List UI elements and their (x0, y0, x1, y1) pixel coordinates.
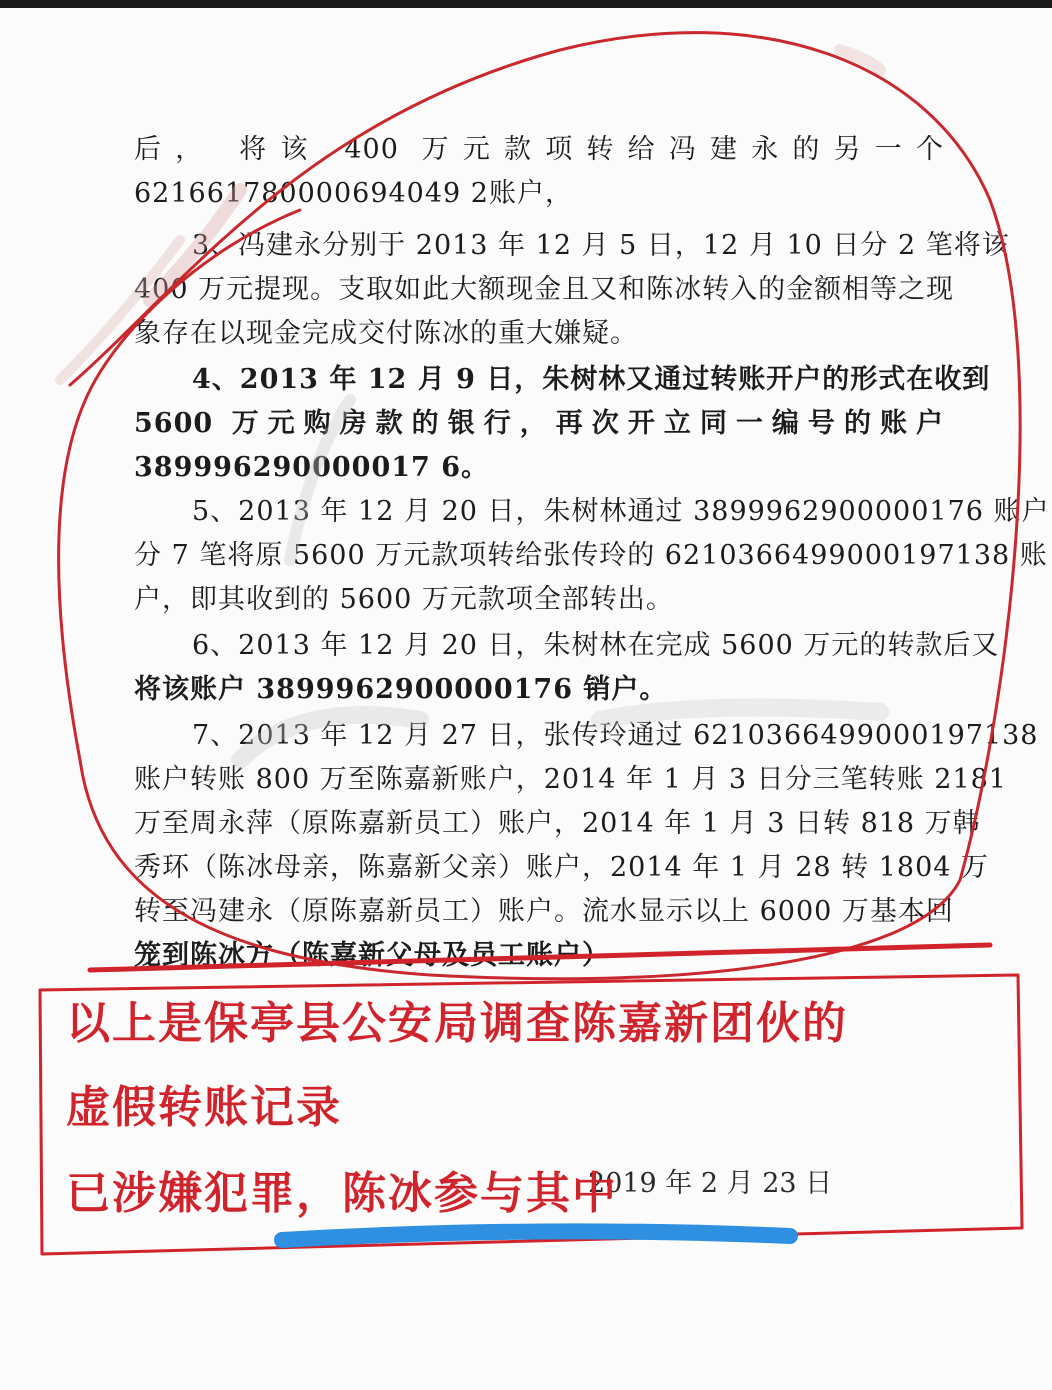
doc-line: 400 万元提现。支取如此大额现金且又和陈冰转入的金额相等之现 (134, 274, 955, 305)
document-date: 2019 年 2 月 23 日 (588, 1168, 833, 1199)
doc-line: 秀环（陈冰母亲，陈嘉新父亲）账户，2014 年 1 月 28 转 1804 万 (134, 852, 990, 883)
doc-line: 后， 将该 400 万元款项转给冯建永的另一个 (134, 134, 944, 165)
doc-line: 5600 万元购房款的银行，再次开立同一编号的账户 (134, 408, 944, 439)
top-bar (0, 0, 1052, 8)
doc-line: 389996290000017 6。 (134, 452, 489, 483)
doc-line: 3、冯建永分别于 2013 年 12 月 5 日，12 月 10 日分 2 笔将该 (192, 230, 1010, 261)
doc-line: 4、2013 年 12 月 9 日，朱树林又通过转账开户的形式在收到 (192, 364, 991, 395)
doc-line: 6、2013 年 12 月 20 日，朱树林在完成 5600 万元的转款后又 (192, 630, 1000, 661)
doc-line: 账户转账 800 万至陈嘉新账户，2014 年 1 月 3 日分三笔转账 2181 (134, 764, 1007, 795)
doc-line: 将该账户 3899962900000176 销户。 (134, 674, 668, 705)
annotation-line-3: 已涉嫌犯罪，陈冰参与其中 (66, 1168, 618, 1219)
doc-line: 分 7 笔将原 5600 万元款项转给张传玲的 6210366499000197138 账 (134, 540, 1048, 571)
doc-line: 621661780000694049 2账户， (134, 178, 573, 209)
doc-line: 转至冯建永（原陈嘉新员工）账户。流水显示以上 6000 万基本回 (134, 896, 954, 927)
doc-line: 5、2013 年 12 月 20 日，朱树林通过 3899962900000176 账户 (192, 496, 1050, 527)
doc-line: 象存在以现金完成交付陈冰的重大嫌疑。 (134, 318, 638, 349)
doc-line: 7、2013 年 12 月 27 日，张传玲通过 6210366499000197138 (192, 720, 1039, 751)
annotation-line-2: 虚假转账记录 (66, 1082, 342, 1133)
doc-line: 万至周永萍（原陈嘉新员工）账户，2014 年 1 月 3 日转 818 万韩 (134, 808, 981, 839)
annotation-line-1: 以上是保亭县公安局调查陈嘉新团伙的 (66, 998, 848, 1049)
doc-line: 笼到陈冰方（陈嘉新父母及员工账户） (134, 940, 610, 971)
doc-line: 户，即其收到的 5600 万元款项全部转出。 (134, 584, 674, 615)
